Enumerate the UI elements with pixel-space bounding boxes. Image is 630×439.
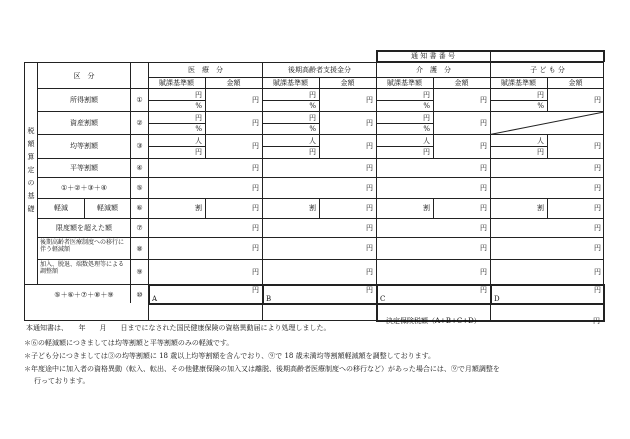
unit-mark: % [195,102,202,110]
yen-mark: 円 [594,96,601,104]
yen-mark: 円 [366,224,373,232]
unit-mark: % [423,125,430,133]
unit-mark: 人 [195,137,202,145]
unit-mark: 円 [309,148,316,156]
section-label: 税額算定の基礎 [27,127,35,213]
unit-mark: 割 [423,204,430,212]
notice-number-label: 通 知 書 番 号 [411,52,455,60]
yen-mark: 円 [252,184,259,192]
yen-mark: 円 [366,142,373,150]
yen-mark: 円 [480,286,487,294]
footer-note: ＊⑥の軽減額につきましては均等割額と平等割額のみの軽減です。 [24,339,234,347]
unit-mark: 円 [309,91,316,99]
yen-mark: 円 [480,164,487,172]
unit-mark: % [195,125,202,133]
yen-mark: 円 [594,164,601,172]
unit-mark: 円 [537,91,544,99]
yen-mark: 円 [366,184,373,192]
unit-mark: % [309,125,316,133]
yen-mark: 円 [366,164,373,172]
row-label-per-capita: 均等割額 [70,142,98,150]
row-number: ⑦ [136,224,143,232]
footer-note: ＊年度途中に加入者の資格異動（転入、転出、その他健康保険の加入又は離脱、後期高齢者医療制度への移行など）があった場合には、⑨で月額調整を [24,365,500,373]
row-number: ⑤ [136,184,143,192]
row-number: ③ [136,142,143,150]
yen-mark: 円 [480,244,487,252]
row-label-transition: 後期高齢者医療制度への移行に伴う軽減額 [40,239,125,253]
care-header: 介 護 分 [416,66,451,74]
unit-mark: 人 [537,137,544,145]
base-amount-header: 賦課基準額 [501,79,536,87]
yen-mark: 円 [480,224,487,232]
row-number: ② [136,119,143,127]
yen-mark: 円 [594,286,601,294]
yen-mark: 円 [480,119,487,127]
amount-header: 金額 [340,79,355,87]
row-number: ⑩ [136,291,143,299]
base-amount-header: 賦課基準額 [159,79,194,87]
yen-mark: 円 [366,268,373,276]
row-label-over-limit: 限度額を超えた額 [56,224,112,232]
yen-mark: 円 [252,96,259,104]
yen-mark: 円 [480,142,487,150]
unit-mark: % [309,102,316,110]
yen-mark: 円 [252,224,259,232]
yen-mark: 円 [594,268,601,276]
yen-mark: 円 [252,142,259,150]
row-number: ⑥ [136,204,143,212]
row-label-total: ⑤＋⑥＋⑦＋⑧＋⑨ [54,291,114,299]
yen-mark: 円 [252,244,259,252]
child-header: 子 ど も 分 [530,66,565,74]
yen-mark: 円 [480,268,487,276]
total-label-a: A [152,295,158,303]
yen-mark: 円 [480,96,487,104]
row-label-reduction-amount: 軽減額 [97,204,118,212]
row-number: ④ [136,164,143,172]
yen-mark: 円 [594,244,601,252]
final-unit: 円 [593,317,600,325]
yen-mark: 円 [366,119,373,127]
amount-header: 金額 [226,79,241,87]
row-label-adjustment: 加入、脱退、端数処理等による調整額 [40,261,125,275]
row-label-asset: 資産割額 [70,119,98,127]
yen-mark: 円 [366,286,373,294]
yen-mark: 円 [594,204,601,212]
unit-mark: 円 [423,148,430,156]
medical-header: 医 療 分 [188,66,223,74]
yen-mark: 円 [252,286,259,294]
yen-mark: 円 [594,142,601,150]
yen-mark: 円 [252,204,259,212]
yen-mark: 円 [480,184,487,192]
unit-mark: 割 [309,204,316,212]
amount-header: 金額 [568,79,583,87]
total-label-d: D [494,295,500,303]
total-label-c: C [380,295,386,303]
total-label-b: B [266,295,272,303]
yen-mark: 円 [366,204,373,212]
unit-mark: 円 [423,114,430,122]
row-number: ① [136,96,143,104]
yen-mark: 円 [480,204,487,212]
yen-mark: 円 [594,184,601,192]
unit-mark: % [423,102,430,110]
row-label-subtotal: ①＋②＋③＋④ [60,184,108,192]
unit-mark: 円 [537,148,544,156]
amount-header: 金額 [454,79,469,87]
elderly-header: 後期高齢者支援金分 [288,66,351,74]
unit-mark: 人 [423,137,430,145]
category-header: 区 分 [73,72,95,80]
unit-mark: 円 [195,91,202,99]
yen-mark: 円 [366,244,373,252]
yen-mark: 円 [252,164,259,172]
unit-mark: 円 [309,114,316,122]
footer-note: 行っております。 [34,377,90,385]
unit-mark: 割 [195,204,202,212]
yen-mark: 円 [366,96,373,104]
unit-mark: 割 [537,204,544,212]
row-number: ⑨ [136,268,143,276]
base-amount-header: 賦課基準額 [387,79,422,87]
unit-mark: 円 [195,148,202,156]
unit-mark: 円 [195,114,202,122]
unit-mark: 円 [423,91,430,99]
yen-mark: 円 [252,268,259,276]
final-label: 決定保険税額（A+B+C+D） [386,317,481,325]
row-number: ⑧ [136,245,143,253]
row-label-household: 平等割額 [70,164,98,172]
unit-mark: % [537,102,544,110]
footer-line: 本通知書は、 年 月 日までになされた国民健康保険の資格異動届により処理しました。 [26,324,331,332]
unit-mark: 人 [309,137,316,145]
base-amount-header: 賦課基準額 [273,79,308,87]
row-label-income: 所得割額 [70,96,98,104]
yen-mark: 円 [594,224,601,232]
footer-note: ＊子ども分につきましては③の均等割額に 18 歳以上均等割額を含んでおり、⑨で 18 歳未満均等割額軽減額を調整しております。 [24,352,436,360]
row-label-reduction: 軽減 [54,204,68,212]
yen-mark: 円 [252,119,259,127]
